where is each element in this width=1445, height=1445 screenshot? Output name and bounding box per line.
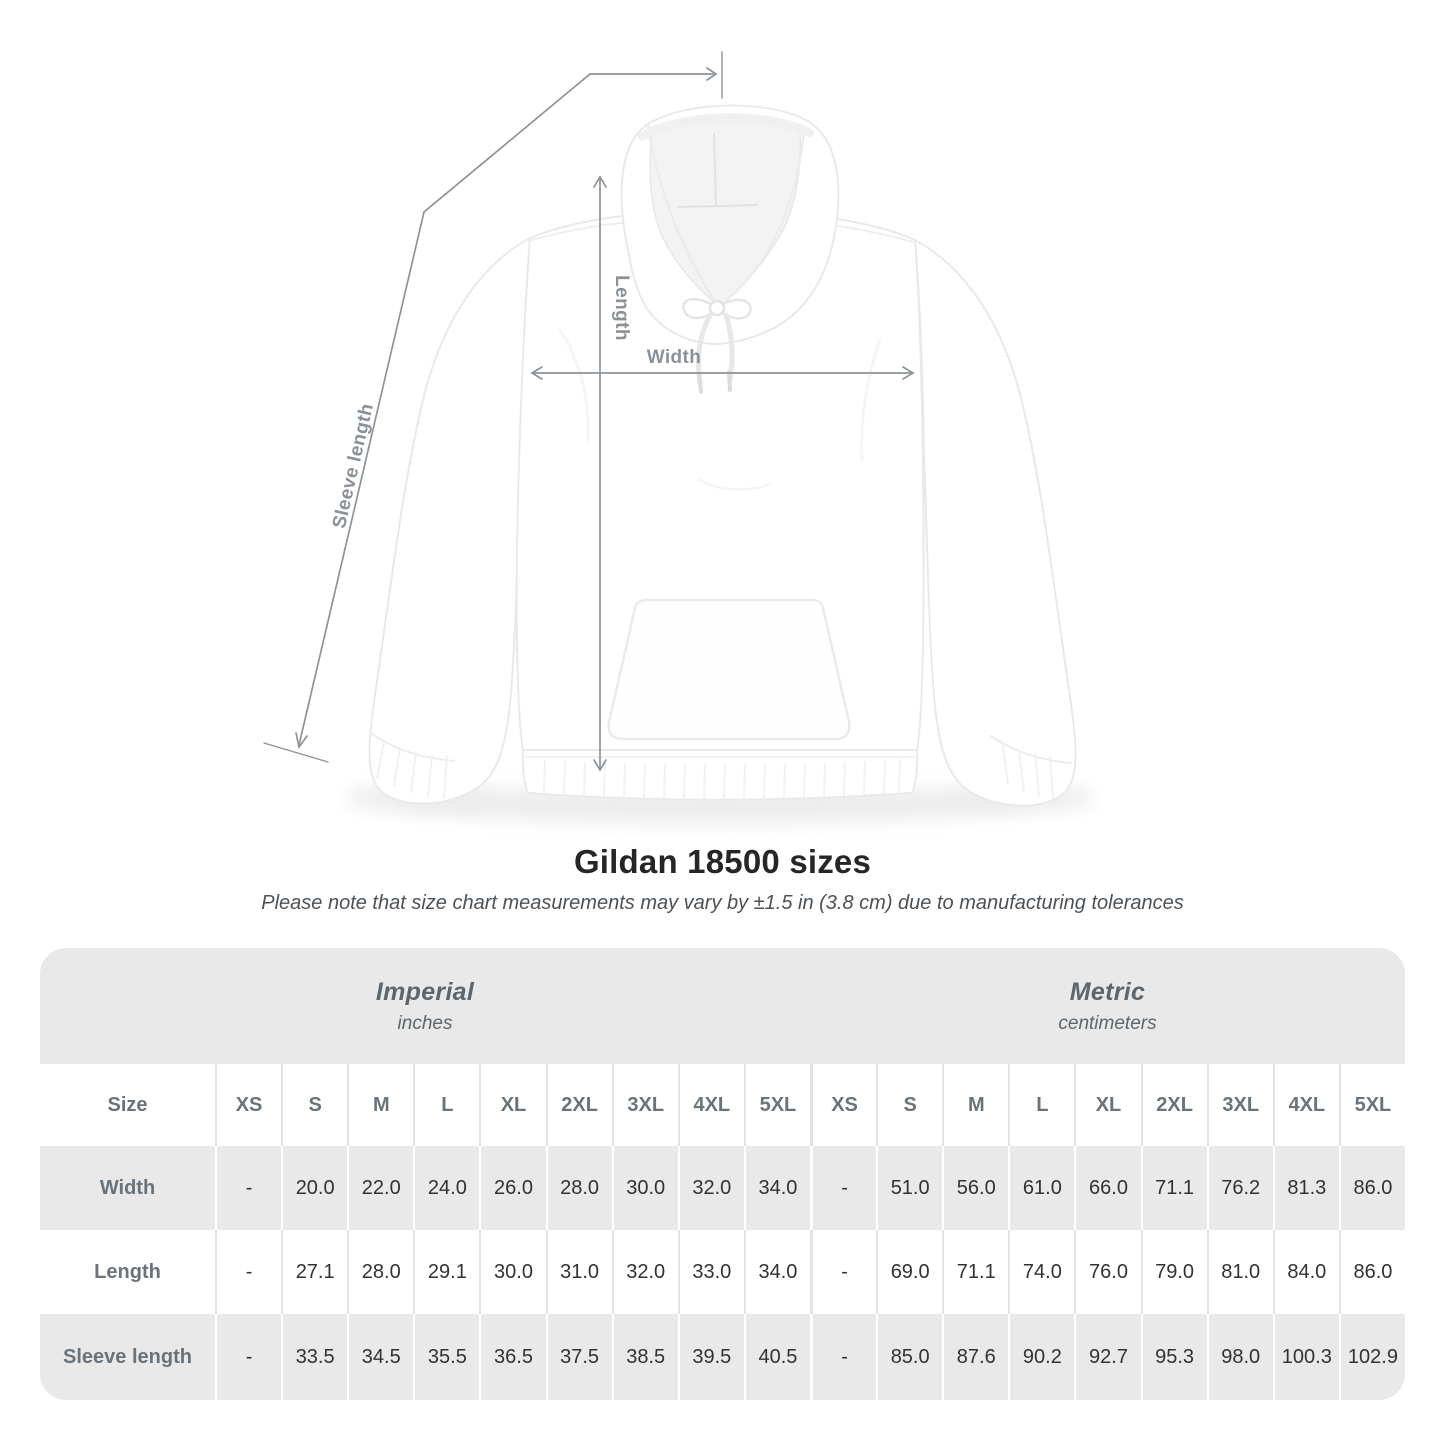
sleeve-length-measure-label: Sleeve length xyxy=(328,401,379,531)
table-cell: 76.2 xyxy=(1207,1146,1273,1230)
table-cell: 38.5 xyxy=(612,1314,678,1400)
size-header: 4XL xyxy=(1273,1064,1339,1146)
imperial-unit-group xyxy=(40,948,810,1064)
table-cell: 31.0 xyxy=(546,1230,612,1314)
table-cell: 20.0 xyxy=(281,1146,347,1230)
table-cell: 32.0 xyxy=(678,1146,744,1230)
metric-label: Metric xyxy=(1069,977,1146,1006)
table-row-length xyxy=(40,1230,1405,1314)
table-cell: 30.0 xyxy=(612,1146,678,1230)
table-cell: - xyxy=(215,1146,281,1230)
table-cell: - xyxy=(810,1314,876,1400)
size-header-row xyxy=(40,1064,1405,1146)
size-header: M xyxy=(347,1064,413,1146)
size-header: 4XL xyxy=(678,1064,744,1146)
size-header: M xyxy=(942,1064,1008,1146)
size-header: XS xyxy=(215,1064,281,1146)
table-cell: 84.0 xyxy=(1273,1230,1339,1314)
table-cell: - xyxy=(810,1230,876,1314)
table-cell: 33.5 xyxy=(281,1314,347,1400)
imperial-label: Imperial xyxy=(375,977,475,1006)
table-cell: 51.0 xyxy=(876,1146,942,1230)
table-cell: 40.5 xyxy=(744,1314,810,1400)
size-header: 2XL xyxy=(546,1064,612,1146)
table-cell: 90.2 xyxy=(1008,1314,1074,1400)
row-label: Sleeve length xyxy=(63,1345,192,1368)
table-cell: 74.0 xyxy=(1008,1230,1074,1314)
table-cell: 22.0 xyxy=(347,1146,413,1230)
size-header: 3XL xyxy=(1207,1064,1273,1146)
table-cell: 56.0 xyxy=(942,1146,1008,1230)
table-cell: 34.0 xyxy=(744,1146,810,1230)
table-cell: 92.7 xyxy=(1074,1314,1140,1400)
table-row-width xyxy=(40,1146,1405,1230)
table-cell: 71.1 xyxy=(942,1230,1008,1314)
table-cell: 81.0 xyxy=(1207,1230,1273,1314)
metric-unit-group xyxy=(810,948,1405,1064)
size-header: S xyxy=(281,1064,347,1146)
row-label: Length xyxy=(94,1260,161,1283)
table-cell: 71.1 xyxy=(1141,1146,1207,1230)
table-cell: 95.3 xyxy=(1141,1314,1207,1400)
table-cell: 69.0 xyxy=(876,1230,942,1314)
table-cell: 28.0 xyxy=(347,1230,413,1314)
table-cell: - xyxy=(215,1314,281,1400)
hoodie-graphic xyxy=(369,105,1075,805)
table-cell: 98.0 xyxy=(1207,1314,1273,1400)
metric-unit: centimeters xyxy=(1058,1012,1157,1034)
size-table xyxy=(40,948,1405,1400)
size-header: XS xyxy=(810,1064,876,1146)
table-cell: 27.1 xyxy=(281,1230,347,1314)
size-header: L xyxy=(413,1064,479,1146)
table-cell: 102.9 xyxy=(1339,1314,1405,1400)
table-cell: 29.1 xyxy=(413,1230,479,1314)
table-cell: 39.5 xyxy=(678,1314,744,1400)
table-cell: 24.0 xyxy=(413,1146,479,1230)
size-header: 5XL xyxy=(744,1064,810,1146)
imperial-unit: inches xyxy=(397,1012,453,1034)
table-cell: - xyxy=(215,1230,281,1314)
table-cell: 26.0 xyxy=(479,1146,545,1230)
size-header: 2XL xyxy=(1141,1064,1207,1146)
table-cell: 61.0 xyxy=(1008,1146,1074,1230)
table-cell: 81.3 xyxy=(1273,1146,1339,1230)
page-title: Gildan 18500 sizes xyxy=(573,843,872,880)
length-measure-label: Length xyxy=(611,275,632,341)
size-header: 5XL xyxy=(1339,1064,1405,1146)
table-row-sleeve-length xyxy=(40,1314,1405,1400)
table-cell: 28.0 xyxy=(546,1146,612,1230)
table-cell: 30.0 xyxy=(479,1230,545,1314)
table-cell: 76.0 xyxy=(1074,1230,1140,1314)
table-cell: 35.5 xyxy=(413,1314,479,1400)
tolerance-note: Please note that size chart measurements may vary by ±1.5 in (3.8 cm) due to manufacturing tolerances xyxy=(261,892,1184,914)
table-cell: 36.5 xyxy=(479,1314,545,1400)
size-header: 3XL xyxy=(612,1064,678,1146)
table-cell: 86.0 xyxy=(1339,1146,1405,1230)
row-label: Width xyxy=(99,1176,156,1199)
table-cell: 37.5 xyxy=(546,1314,612,1400)
size-header: L xyxy=(1008,1064,1074,1146)
table-cell: 34.5 xyxy=(347,1314,413,1400)
size-col-header: Size xyxy=(107,1093,148,1116)
unit-group-band xyxy=(40,948,1405,1064)
table-cell: 66.0 xyxy=(1074,1146,1140,1230)
table-cell: 32.0 xyxy=(612,1230,678,1314)
table-cell: 86.0 xyxy=(1339,1230,1405,1314)
table-cell: 34.0 xyxy=(744,1230,810,1314)
table-cell: 33.0 xyxy=(678,1230,744,1314)
table-cell: 100.3 xyxy=(1273,1314,1339,1400)
size-header: XL xyxy=(1074,1064,1140,1146)
table-cell: 79.0 xyxy=(1141,1230,1207,1314)
table-cell: - xyxy=(810,1146,876,1230)
size-header: XL xyxy=(479,1064,545,1146)
table-cell: 87.6 xyxy=(942,1314,1008,1400)
width-measure-label: Width xyxy=(646,347,702,368)
table-cell: 85.0 xyxy=(876,1314,942,1400)
size-header: S xyxy=(876,1064,942,1146)
